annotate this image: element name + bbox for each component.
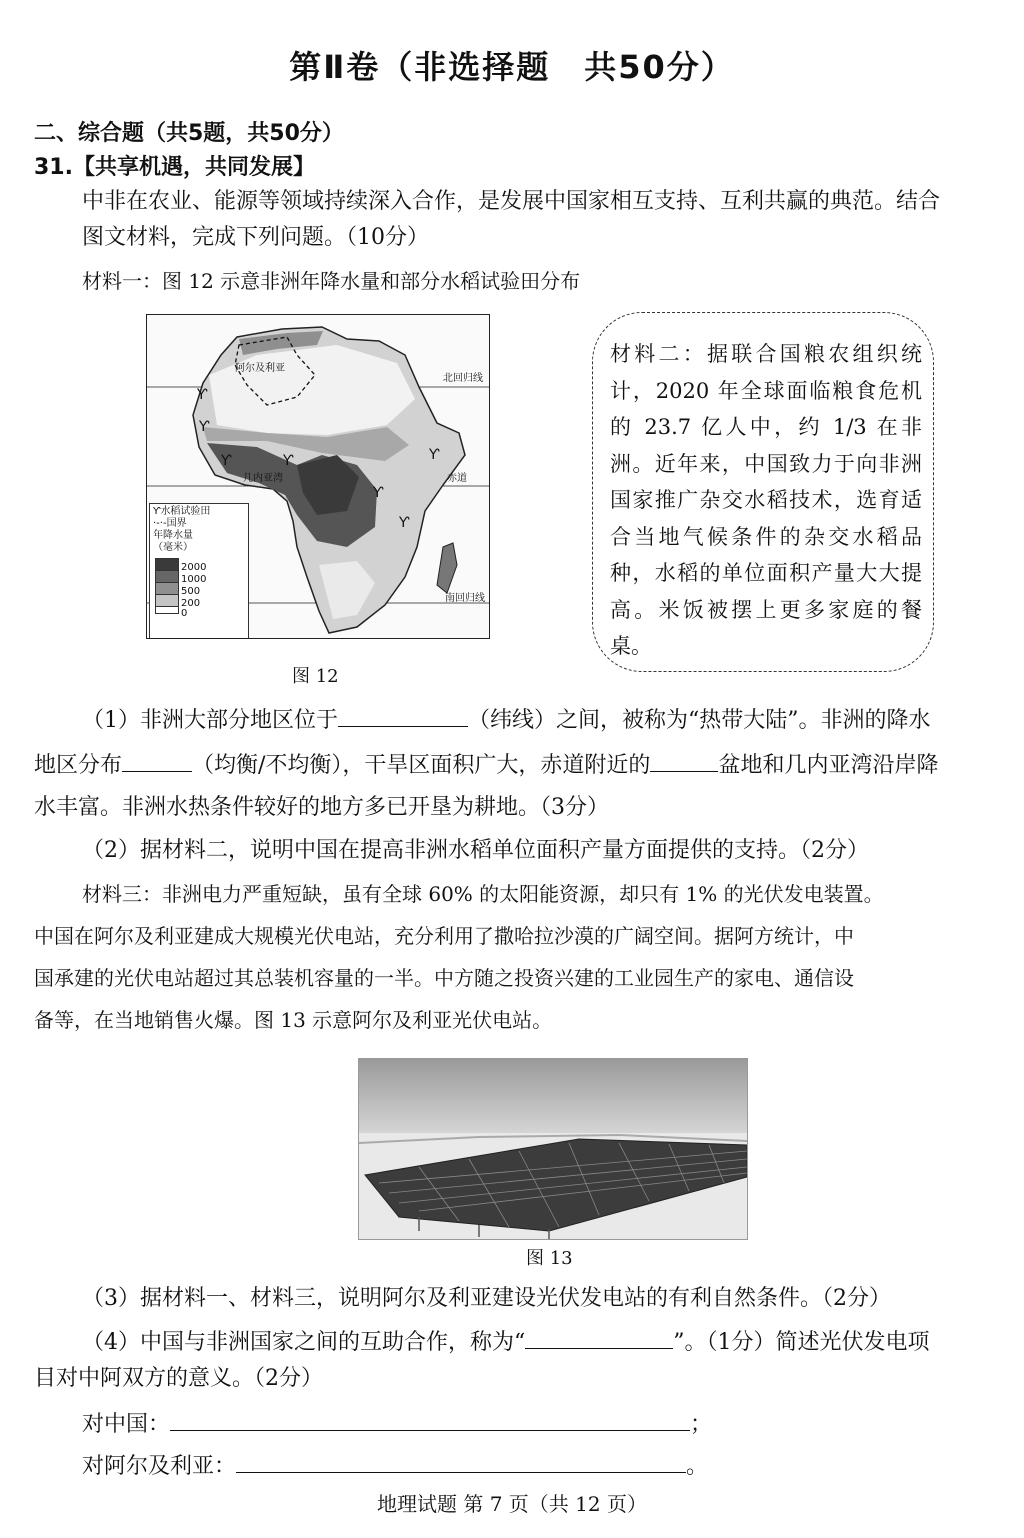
legend-value: 0 — [181, 608, 188, 619]
q1-answer-blank-latitude[interactable] — [338, 700, 468, 727]
legend-value: 1000 — [181, 574, 207, 585]
question-1-line-2 — [34, 745, 938, 785]
question-1-line-1 — [82, 700, 931, 740]
q1-text-e: 盆地和几内亚湾沿岸降 — [718, 753, 939, 778]
figure-13-caption: 图 13 — [526, 1248, 573, 1269]
material-3-line-2: 中国在阿尔及利亚建成大规模光伏电站，充分利用了撒哈拉沙漠的广阔空间。据阿方统计，中 — [34, 924, 854, 948]
rice-field-icon: Ƴ — [221, 453, 232, 469]
tropic-south-label: 南回归线 — [445, 593, 485, 604]
legend-unit: （毫米） — [153, 542, 193, 553]
legend-swatch — [155, 606, 179, 614]
legend-value: 500 — [181, 586, 201, 597]
material-2-text: 材料二：据联合国粮农组织统计，2020 年全球面临粮食危机的 23.7 亿人中，约 1/3 在非洲。近年来，中国致力于向非洲国家推广杂交水稻技术，选育适合当地气候条件的杂交水稻品种，水稻的单位面积产量大大提高。米饭被摆上更多家庭的餐桌。 — [610, 342, 922, 658]
q1-text-c: 地区分布 — [34, 753, 123, 778]
tropic-north-label: 北回归线 — [443, 373, 483, 384]
map-legend — [149, 503, 249, 639]
q1-text-d: （均衡/不均衡），干旱区面积广大，赤道附近的 — [192, 753, 651, 778]
africa-precipitation-map — [146, 314, 490, 639]
rice-field-icon: Ƴ — [373, 485, 384, 501]
intro-line-2: 图文材料，完成下列问题。（10分） — [82, 225, 429, 250]
question-1-line-3: 水丰富。非洲水热条件较好的地方多已开垦为耕地。（3分） — [34, 795, 609, 820]
answer-blank-china[interactable] — [170, 1404, 690, 1431]
legend-value: 2000 — [181, 562, 207, 573]
question-3: （3）据材料一、材料三，说明阿尔及利亚建设光伏发电站的有利自然条件。（2分） — [82, 1286, 891, 1311]
page-title: 第Ⅱ卷（非选择题 共50分） — [289, 48, 735, 86]
q1-text-b: （纬线）之间，被称为“热带大陆”。非洲的降水 — [468, 708, 931, 733]
china-line-end: ； — [690, 1412, 713, 1437]
legend-border-label: 国界 — [166, 518, 187, 529]
legend-rice-label: 水稻试验田 — [160, 506, 211, 517]
section-heading: 二、综合题（共5题，共50分） — [34, 121, 344, 146]
algeria-line-end: 。 — [686, 1454, 709, 1479]
equator-label: 赤道 — [447, 473, 467, 484]
legend-border-row — [153, 518, 245, 530]
material-3-line-4: 备等，在当地销售火爆。图 13 示意阿尔及利亚光伏电站。 — [34, 1008, 553, 1032]
answer-line-algeria — [82, 1446, 708, 1486]
legend-rice-row — [153, 506, 245, 518]
question-4-line-2: 目对中阿双方的意义。（2分） — [34, 1366, 323, 1391]
answer-line-china — [82, 1404, 712, 1444]
intro-line-1: 中非在农业、能源等领域持续深入合作，是发展中国家相互支持、互利共赢的典范。结合 — [82, 189, 941, 214]
q1-answer-blank-basin[interactable] — [650, 745, 718, 772]
legend-scale — [153, 556, 245, 619]
material-1-caption: 材料一：图 12 示意非洲年降水量和部分水稻试验田分布 — [82, 269, 581, 293]
answer-blank-algeria[interactable] — [236, 1446, 686, 1473]
solar-power-station-photo — [358, 1058, 748, 1240]
border-line-icon: ·-·- — [153, 518, 167, 529]
legend-title: 年降水量 — [153, 530, 193, 541]
q4-text-b: ”。（1分）简述光伏发电项 — [673, 1330, 930, 1355]
rice-field-icon: Ƴ — [153, 506, 161, 517]
q4-answer-blank-cooperation[interactable] — [525, 1322, 673, 1349]
page-footer: 地理试题 第 7 页（共 12 页） — [377, 1492, 647, 1516]
question-4-line-1 — [82, 1322, 930, 1362]
china-label: 对中国： — [82, 1412, 171, 1437]
q4-text-a: （4）中国与非洲国家之间的互助合作，称为“ — [82, 1330, 526, 1355]
material-3-line-3: 国承建的光伏电站超过其总装机容量的一半。中方随之投资兴建的工业园生产的家电、通信设 — [34, 966, 854, 990]
gulf-of-guinea-label: 几内亚湾 — [243, 473, 283, 484]
algeria-answer-label: 对阿尔及利亚： — [82, 1454, 237, 1479]
madagascar-island — [437, 543, 457, 593]
rice-field-icon: Ƴ — [283, 453, 294, 469]
rice-field-icon: Ƴ — [429, 447, 440, 463]
rice-field-icon: Ƴ — [197, 387, 208, 403]
q1-text-a: （1）非洲大部分地区位于 — [82, 708, 338, 733]
legend-value: 200 — [181, 598, 201, 609]
material-3-line-1: 材料三：非洲电力严重短缺，虽有全球 60% 的太阳能资源，却只有 1% 的光伏发电装置。 — [82, 882, 884, 906]
rice-field-icon: Ƴ — [399, 515, 410, 531]
question-2: （2）据材料二，说明中国在提高非洲水稻单位面积产量方面提供的支持。（2分） — [82, 838, 869, 863]
solar-photo-svg — [359, 1059, 747, 1239]
rice-field-icon: Ƴ — [199, 419, 210, 435]
algeria-label: 阿尔及利亚 — [235, 363, 285, 374]
question-31-heading: 31.【共享机遇，共同发展】 — [34, 155, 315, 180]
figure-12-caption: 图 12 — [292, 666, 339, 687]
q1-answer-blank-balance[interactable] — [122, 745, 192, 772]
